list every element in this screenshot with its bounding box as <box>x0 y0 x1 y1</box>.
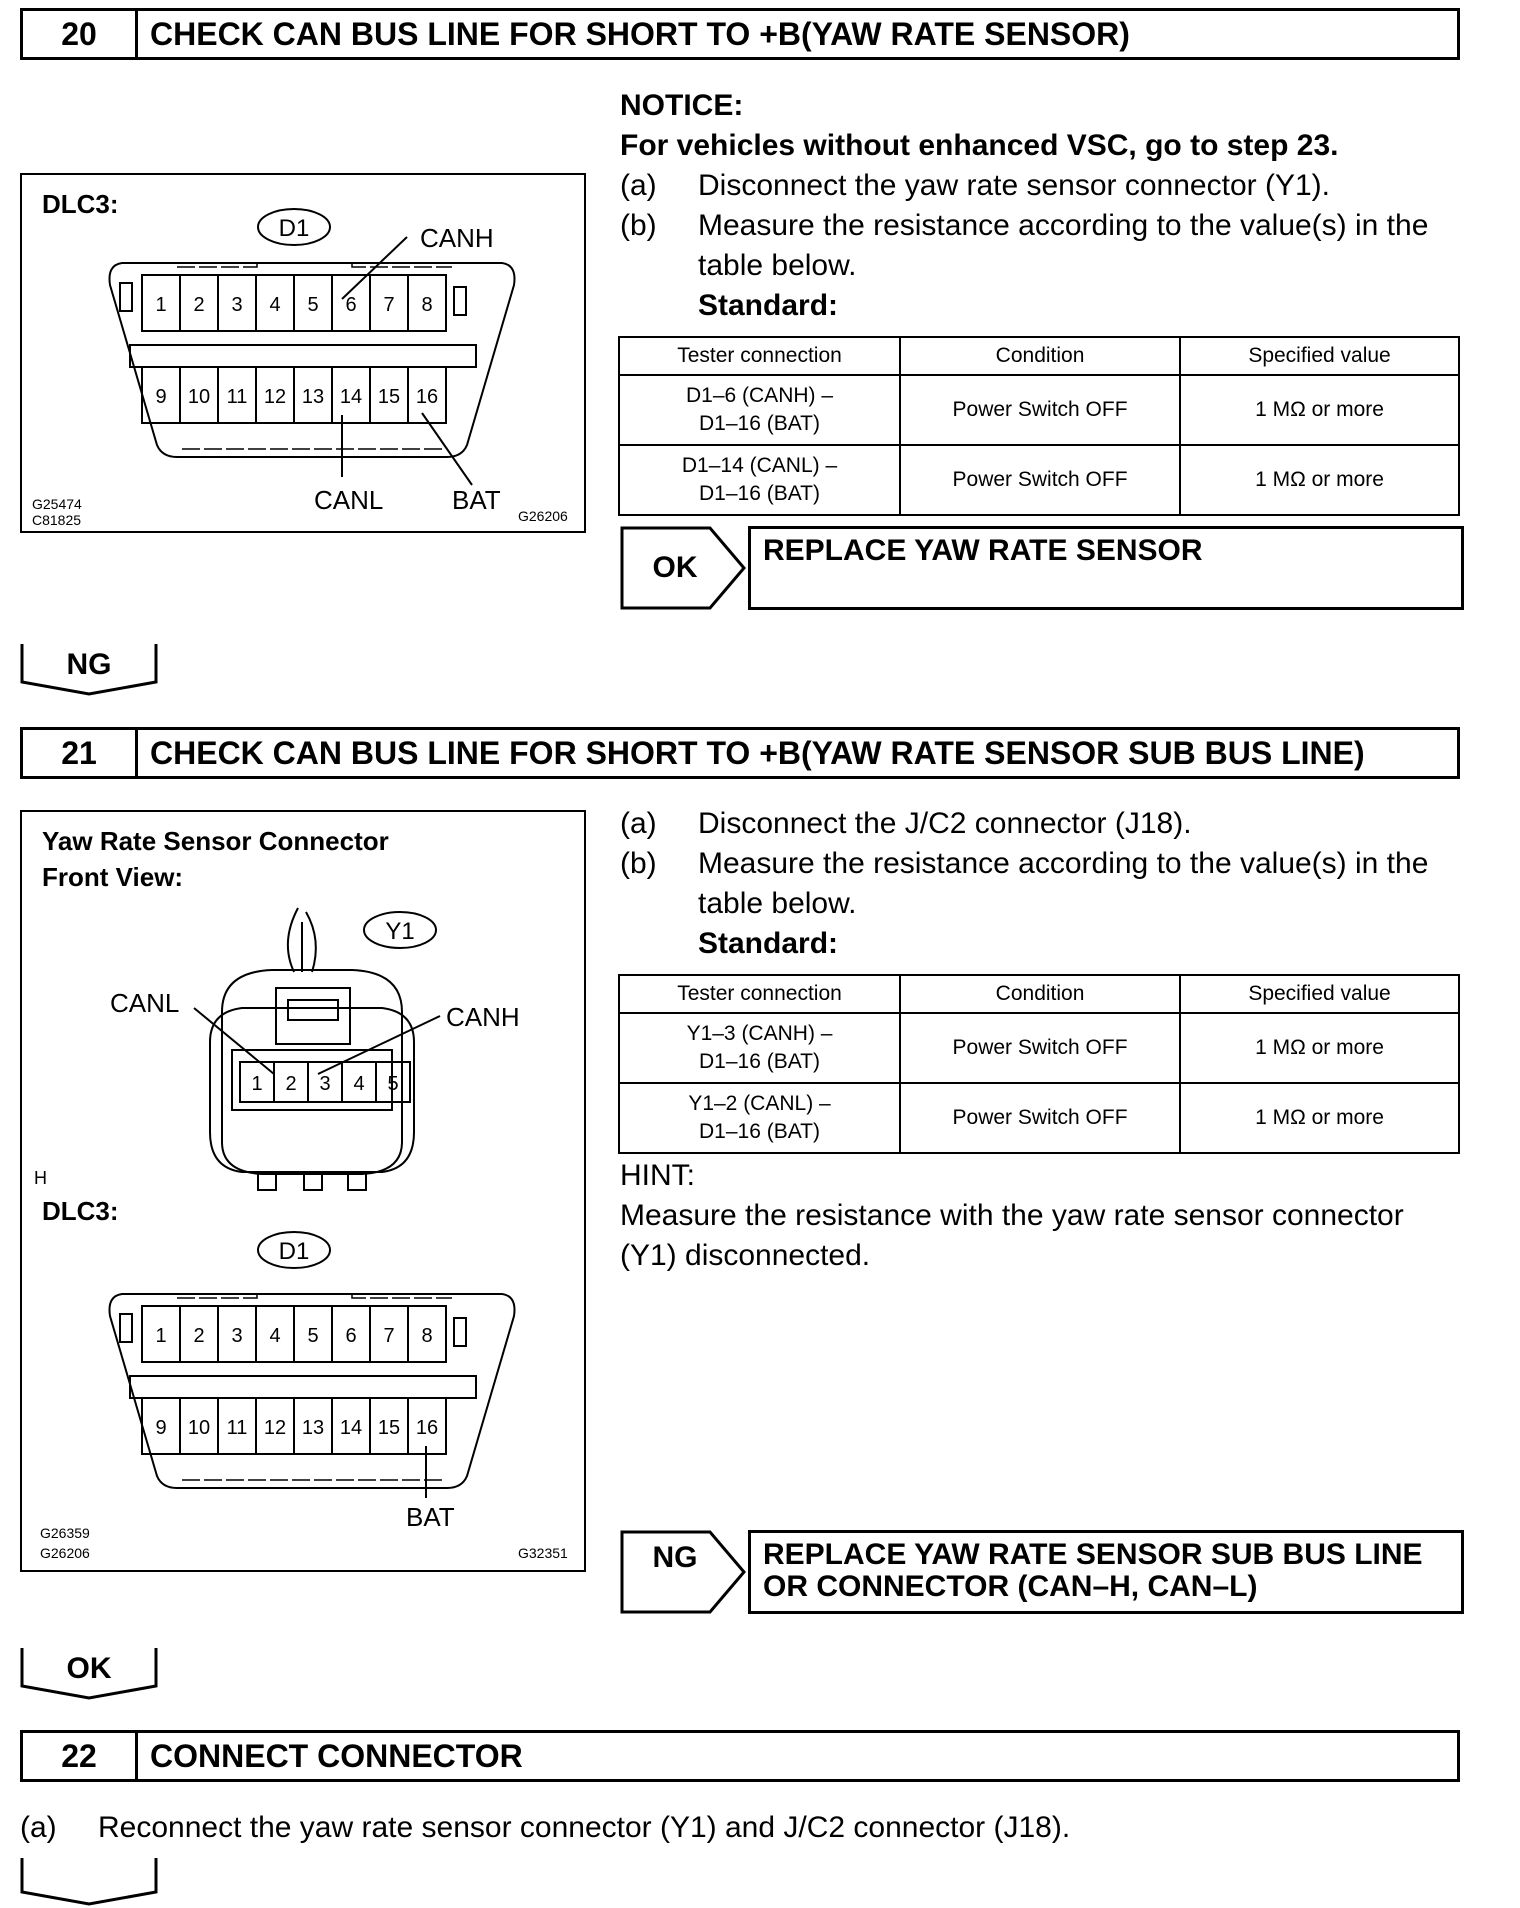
connector-id: D1 <box>278 215 310 242</box>
spec-table <box>618 336 1460 516</box>
pin-number: 11 <box>226 1417 248 1439</box>
pin-number: 15 <box>377 1417 401 1439</box>
step-b-text: table below. <box>698 887 857 920</box>
step-b-label: (b) <box>620 209 657 242</box>
ok-tag: OK <box>620 526 748 610</box>
pin-number: 3 <box>319 1073 331 1095</box>
table-header: Tester connection <box>619 337 900 375</box>
figure-heading: DLC3: <box>42 1196 119 1226</box>
pin-number: 8 <box>421 294 433 316</box>
ng-next-tag: NG <box>20 642 158 696</box>
table-cell: Power Switch OFF <box>900 445 1180 515</box>
figure-code: C81825 <box>32 512 82 528</box>
pin-number: 10 <box>187 1417 211 1439</box>
next-tag <box>20 1856 158 1906</box>
table-cell: 1 MΩ or more <box>1180 1013 1459 1083</box>
pin-number: 14 <box>339 386 363 408</box>
pin-number: 3 <box>231 1325 243 1347</box>
table-row <box>619 1083 1459 1153</box>
pin-number: 1 <box>251 1073 263 1095</box>
step-a-text: Disconnect the yaw rate sensor connector (Y1). <box>698 169 1330 202</box>
table-header-row <box>619 975 1459 1013</box>
table-header: Specified value <box>1180 337 1459 375</box>
ok-next-tag: OK <box>20 1646 158 1700</box>
notice-text: For vehicles without enhanced VSC, go to step 23. <box>620 129 1339 162</box>
step-20-header <box>20 8 1460 60</box>
figure-code: G32351 <box>518 1545 568 1561</box>
step-22-header <box>20 1730 1460 1782</box>
figure-marker: H <box>34 1168 47 1188</box>
pin-number: 5 <box>307 294 319 316</box>
dlc3-connector-diagram <box>22 175 584 531</box>
table-cell: D1–14 (CANL) – D1–16 (BAT) <box>619 445 900 515</box>
pin-number: 14 <box>339 1417 363 1439</box>
label-canl: CANL <box>110 988 180 1018</box>
step-title: CHECK CAN BUS LINE FOR SHORT TO +B(YAW RATE SENSOR SUB BUS LINE) <box>150 734 1365 771</box>
pin-number: 3 <box>231 294 243 316</box>
pin-number: 2 <box>285 1073 297 1095</box>
pin-number: 5 <box>387 1073 399 1095</box>
pin-number: 2 <box>193 1325 205 1347</box>
table-row <box>619 445 1459 515</box>
pin-number: 4 <box>353 1073 365 1095</box>
table-cell: D1–6 (CANH) – D1–16 (BAT) <box>619 375 900 445</box>
result-text: REPLACE YAW RATE SENSOR SUB BUS LINE OR CONNECTOR (CAN–H, CAN–L) <box>748 1530 1464 1614</box>
figure-heading: Front View: <box>42 862 184 892</box>
figure-code: G25474 <box>32 496 82 512</box>
pin-number: 16 <box>415 1417 439 1439</box>
pin-number: 4 <box>269 1325 281 1347</box>
step-21-header <box>20 727 1460 779</box>
pin-number: 1 <box>155 294 167 316</box>
label-canl: CANL <box>314 485 384 515</box>
pin-number: 7 <box>383 1325 395 1347</box>
connector-id: D1 <box>278 1238 310 1265</box>
pin-number: 6 <box>345 294 357 316</box>
pin-number: 12 <box>263 386 287 408</box>
figure-code: G26359 <box>40 1525 90 1541</box>
table-row <box>619 375 1459 445</box>
table-header-row <box>619 337 1459 375</box>
step-b-text: Measure the resistance according to the value(s) in the <box>698 847 1429 880</box>
step-b-text: table below. <box>698 249 857 282</box>
down-tab-icon <box>20 1856 158 1906</box>
label-canh: CANH <box>420 223 494 253</box>
table-header: Specified value <box>1180 975 1459 1013</box>
step-number: 20 <box>23 11 138 57</box>
pin-row-bottom <box>142 367 446 423</box>
label-canh: CANH <box>446 1002 520 1032</box>
pin-number: 8 <box>421 1325 433 1347</box>
pin-number: 12 <box>263 1417 287 1439</box>
pin-number: 13 <box>301 1417 325 1439</box>
pin-number: 11 <box>226 386 248 408</box>
ng-tag: NG <box>620 1530 748 1614</box>
table-cell: 1 MΩ or more <box>1180 1083 1459 1153</box>
label-bat: BAT <box>406 1502 455 1532</box>
table-cell: Y1–2 (CANL) – D1–16 (BAT) <box>619 1083 900 1153</box>
step-b-text: Measure the resistance according to the value(s) in the <box>698 209 1429 242</box>
table-row <box>619 1013 1459 1083</box>
notice-label: NOTICE: <box>620 89 744 122</box>
table-header: Tester connection <box>619 975 900 1013</box>
pin-number: 6 <box>345 1325 357 1347</box>
standard-label: Standard: <box>698 927 839 960</box>
pin-number: 1 <box>155 1325 167 1347</box>
pin-number: 10 <box>187 386 211 408</box>
pin-number: 15 <box>377 386 401 408</box>
pin-row-top <box>142 275 446 331</box>
step-a-label: (a) <box>620 169 657 202</box>
step-title: CHECK CAN BUS LINE FOR SHORT TO +B(YAW RATE SENSOR) <box>150 15 1130 52</box>
result-text: REPLACE YAW RATE SENSOR <box>748 526 1464 610</box>
figure-code: G26206 <box>518 508 568 524</box>
table-cell: Power Switch OFF <box>900 1083 1180 1153</box>
step-number: 21 <box>23 730 138 776</box>
step-a-label: (a) <box>20 1811 57 1844</box>
pin-number: 5 <box>307 1325 319 1347</box>
pin-number: 2 <box>193 294 205 316</box>
connector-figure-step21 <box>20 810 586 1572</box>
table-cell: Power Switch OFF <box>900 1013 1180 1083</box>
standard-label: Standard: <box>698 289 839 322</box>
pin-number: 7 <box>383 294 395 316</box>
hint-text: Measure the resistance with the yaw rate sensor connector <box>620 1199 1404 1232</box>
pin-number: 9 <box>155 386 167 408</box>
result-ok-replace-sensor <box>620 526 1464 610</box>
table-header: Condition <box>900 337 1180 375</box>
pin-row-top <box>142 1306 446 1362</box>
connector-id: Y1 <box>385 918 415 945</box>
step-title: CONNECT CONNECTOR <box>150 1737 523 1774</box>
figure-heading: Yaw Rate Sensor Connector <box>42 826 389 856</box>
table-header: Condition <box>900 975 1180 1013</box>
result-ng-replace-line <box>620 1530 1464 1614</box>
figure-code: G26206 <box>40 1545 90 1561</box>
y1-and-dlc3-diagram <box>22 812 584 1570</box>
pin-number: 16 <box>415 386 439 408</box>
pin-number: 4 <box>269 294 281 316</box>
table-cell: Power Switch OFF <box>900 375 1180 445</box>
hint-text: (Y1) disconnected. <box>620 1239 871 1272</box>
spec-table <box>618 974 1460 1154</box>
table-cell: 1 MΩ or more <box>1180 375 1459 445</box>
step-number: 22 <box>23 1733 138 1779</box>
figure-heading: DLC3: <box>42 189 119 219</box>
step-b-label: (b) <box>620 847 657 880</box>
step-a-text: Disconnect the J/C2 connector (J18). <box>698 807 1192 840</box>
step-a-text: Reconnect the yaw rate sensor connector (Y1) and J/C2 connector (J18). <box>98 1811 1071 1844</box>
label-bat: BAT <box>452 485 501 515</box>
step-a-label: (a) <box>620 807 657 840</box>
dlc3-figure-step20 <box>20 173 586 533</box>
pin-row-bottom <box>142 1398 446 1454</box>
pin-number: 13 <box>301 386 325 408</box>
table-cell: 1 MΩ or more <box>1180 445 1459 515</box>
table-cell: Y1–3 (CANH) – D1–16 (BAT) <box>619 1013 900 1083</box>
pin-number: 9 <box>155 1417 167 1439</box>
hint-label: HINT: <box>620 1159 695 1192</box>
